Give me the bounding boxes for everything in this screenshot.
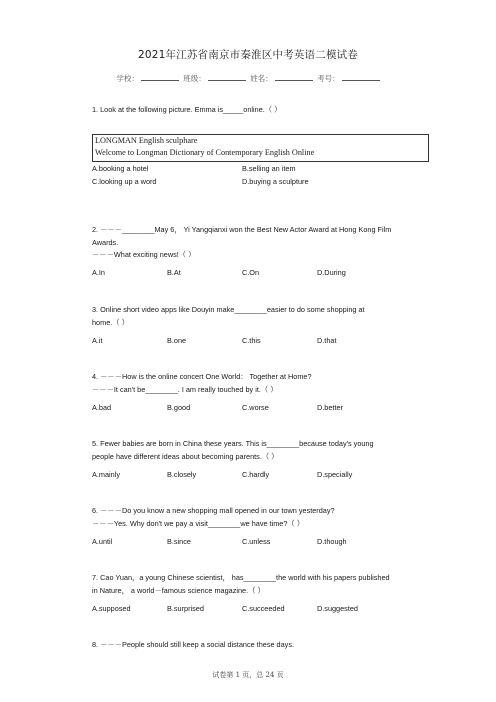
option-a[interactable]: A.bad: [92, 403, 112, 412]
question-5-options: [92, 470, 432, 481]
option-a[interactable]: A.mainly: [92, 470, 120, 479]
question-7-line-2: in Nature， a world－famous science magazine.（ ）: [92, 585, 265, 595]
name-blank[interactable]: [275, 73, 313, 81]
question-7-line-1: 7. Cao Yuan，a young Chinese scientist， has________the world with his papers published: [92, 573, 390, 582]
question-5-line-2: people have different ideas about becoming parents.（ ）: [92, 451, 279, 461]
question-7-stem: [92, 572, 432, 597]
question-3-line-2: home.（ ）: [92, 317, 129, 327]
option-c[interactable]: C.unless: [242, 537, 271, 546]
option-d[interactable]: D.During: [317, 268, 346, 277]
option-a[interactable]: A.it: [92, 336, 103, 345]
question-4-options: [92, 403, 432, 414]
question-4-line-1: 4. －－－How is the online concert One World： Together at Home?: [92, 372, 312, 381]
question-3-line-1: 3. Online short video apps like Douyin make________easier to do some shopping at: [92, 305, 365, 314]
option-c[interactable]: C.On: [242, 268, 260, 277]
question-8-stem: 8. －－－People should still keep a social distance these days.: [92, 640, 294, 649]
name-label: 姓名：: [250, 74, 273, 83]
option-b[interactable]: B.closely: [167, 470, 197, 479]
question-2-line-3: －－－What exciting news!（ ）: [92, 250, 196, 259]
option-c[interactable]: C.worse: [242, 403, 269, 412]
option-b[interactable]: B.since: [167, 537, 191, 546]
option-b[interactable]: B.one: [167, 336, 187, 345]
option-d[interactable]: D.buying a sculpture: [242, 177, 309, 186]
option-a[interactable]: A.In: [92, 268, 105, 277]
question-2-line-1: 2. －－－________May 6， Yi Yangqianxi won the Best New Actor Award at Hong Kong Film: [92, 225, 392, 234]
page-footer: 试卷第 1 页，总 24 页: [212, 671, 284, 679]
option-d[interactable]: D.that: [317, 336, 337, 345]
option-a[interactable]: A.until: [92, 537, 113, 546]
option-d[interactable]: D.specially: [317, 470, 353, 479]
option-b[interactable]: B.surprised: [167, 604, 204, 613]
question-4-stem: [92, 371, 432, 396]
option-c[interactable]: C.hardly: [242, 470, 270, 479]
question-1-picture-box: [92, 134, 429, 162]
question-5-line-1: 5. Fewer babies are born in China these years. This is________because today's young: [92, 439, 374, 448]
page-title: 2021年江苏省南京市秦淮区中考英语二模试卷: [137, 49, 359, 61]
class-label: 班级：: [183, 74, 206, 83]
option-b[interactable]: B.At: [167, 268, 181, 277]
option-a[interactable]: A.booking a hotel: [92, 164, 149, 173]
question-5-stem: [92, 438, 432, 463]
question-4-line-2: －－－It can't be________. I am really touched by it.（ ）: [92, 384, 278, 394]
question-1-options-row-2: [92, 177, 432, 188]
option-b[interactable]: B.selling an item: [242, 164, 296, 173]
option-b[interactable]: B.good: [167, 403, 191, 412]
question-6-options: [92, 537, 432, 548]
option-d[interactable]: D.suggested: [317, 604, 358, 613]
question-2-options: [92, 268, 432, 279]
number-label: 考号：: [317, 74, 340, 83]
question-2-stem: [92, 224, 432, 262]
number-blank[interactable]: [342, 73, 380, 81]
option-d[interactable]: D.though: [317, 537, 347, 546]
school-label: 学校：: [116, 74, 139, 83]
question-3-stem: [92, 304, 432, 329]
question-7-options: [92, 604, 432, 615]
class-blank[interactable]: [208, 73, 246, 81]
picture-line-2: Welcome to Longman Dictionary of Contemporary English Online: [95, 147, 315, 157]
student-info-line: [0, 73, 496, 84]
option-d[interactable]: D.better: [317, 403, 343, 412]
option-c[interactable]: C.succeeded: [242, 604, 285, 613]
question-1-stem: 1. Look at the following picture. Emma is_____online.（ ）: [92, 105, 282, 114]
option-a[interactable]: A.supposed: [92, 604, 131, 613]
school-blank[interactable]: [141, 73, 179, 81]
question-6-line-1: 6. －－－Do you know a new shopping mall opened in our town yesterday?: [92, 506, 335, 515]
option-c[interactable]: C.looking up a word: [92, 177, 157, 186]
question-2-line-2: Awards.: [92, 237, 119, 247]
question-1-options-row-1: [92, 164, 432, 175]
question-6-stem: [92, 505, 432, 530]
question-6-line-2: －－－Yes. Why don't we pay a visit________we have time?（ ）: [92, 518, 305, 528]
picture-line-1: LONGMAN English sculphare: [95, 136, 198, 145]
option-c[interactable]: C.this: [242, 336, 261, 345]
question-3-options: [92, 336, 432, 347]
